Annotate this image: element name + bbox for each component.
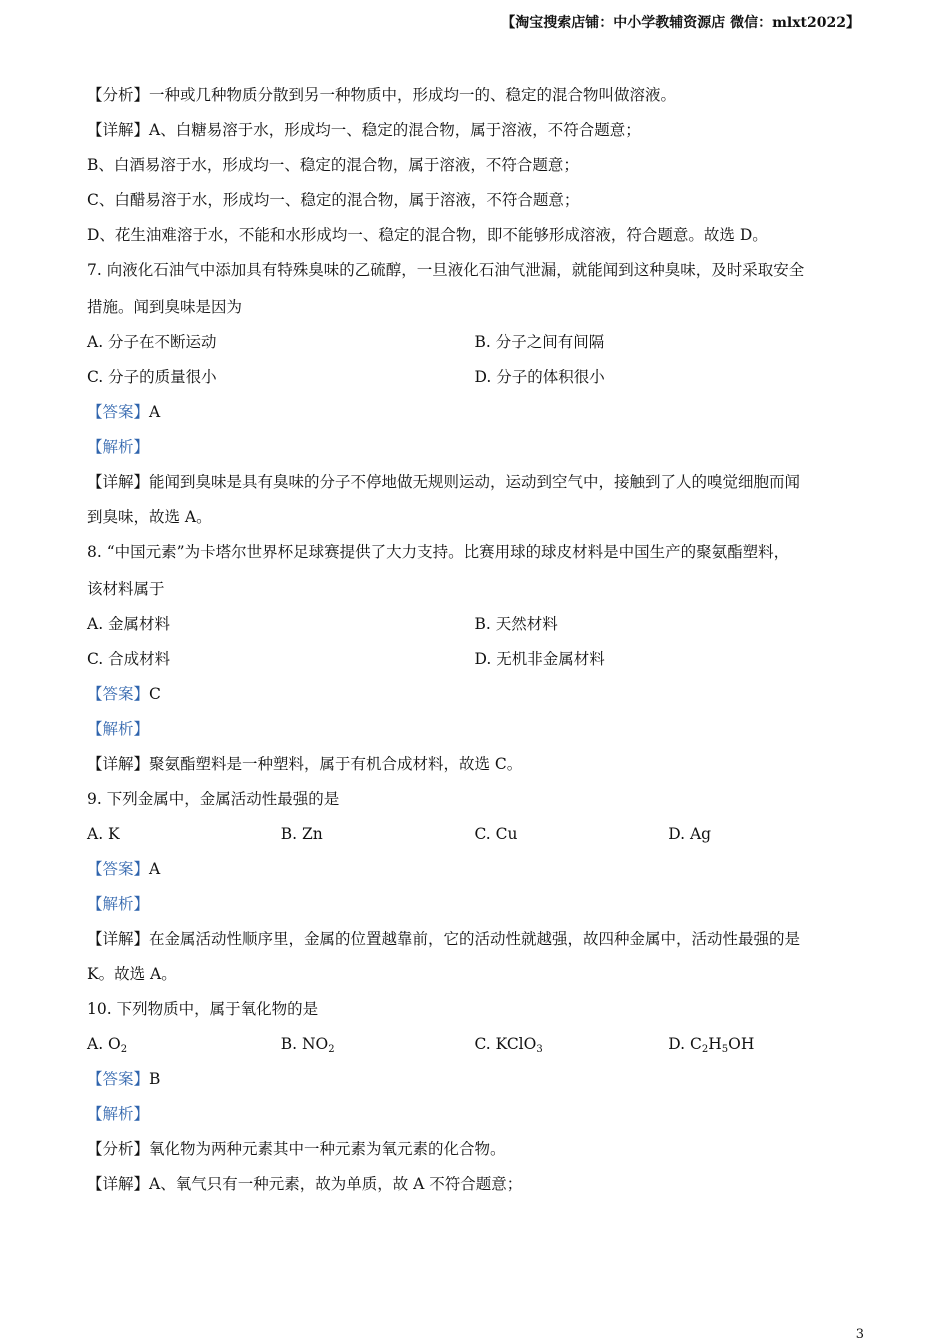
document-body <box>87 78 862 1202</box>
page-number: 3 <box>855 1327 864 1342</box>
question-9-options <box>87 817 862 852</box>
detail-line: C、白醋易溶于水，形成均一、稳定的混合物，属于溶液，不符合题意； <box>87 191 580 209</box>
detail-line: 【详解】能闻到臭味是具有臭味的分子不停地做无规则运动，运动到空气中，接触到了人的嗅觉细胞而闻 <box>87 473 801 491</box>
option-d <box>668 1027 862 1062</box>
answer-value: A <box>149 860 161 878</box>
subscript: 5 <box>721 1044 729 1055</box>
detail-line: K。故选 A。 <box>87 965 177 983</box>
option-a: A. K <box>87 825 120 843</box>
question-8-stem: 8. “中国元素”为卡塔尔世界杯足球赛提供了大力支持。比赛用球的球皮材料是中国生产的聚氨酯塑料， <box>87 543 790 561</box>
option-a: A. 金属材料 <box>87 615 171 633</box>
answer-line <box>87 677 862 712</box>
question-8-options-row1 <box>87 607 862 642</box>
answer-tag: 【答案】 <box>87 1070 150 1088</box>
question-7-options-row1 <box>87 325 862 360</box>
detail-line: 【详解】A、白糖易溶于水，形成均一、稳定的混合物，属于溶液，不符合题意； <box>87 121 641 139</box>
option-b: B. Zn <box>280 825 323 843</box>
option-c <box>475 1027 669 1062</box>
option-b: B. 天然材料 <box>474 615 558 633</box>
answer-line <box>87 1062 862 1097</box>
answer-tag: 【答案】 <box>87 860 150 878</box>
page-header: 【淘宝搜索店铺：中小学教辅资源店 微信：mlxt2022】 <box>501 15 860 31</box>
answer-value: B <box>149 1070 161 1088</box>
analysis-line: 【分析】一种或几种物质分散到另一种物质中，形成均一的、稳定的混合物叫做溶液。 <box>87 86 677 104</box>
analysis-tag: 【解析】 <box>87 1105 150 1123</box>
subscript: 2 <box>120 1044 128 1055</box>
analysis-tag: 【解析】 <box>87 438 150 456</box>
detail-line: 【详解】在金属活动性顺序里，金属的位置越靠前，它的活动性就越强，故四种金属中，活动性最强的是 <box>87 930 801 948</box>
option-c: C. 分子的质量很小 <box>87 368 217 386</box>
option-d: D. Ag <box>668 825 712 843</box>
answer-line <box>87 852 862 887</box>
option-a: A. 分子在不断运动 <box>87 333 217 351</box>
subscript: 3 <box>536 1044 543 1055</box>
analysis-tag: 【解析】 <box>87 895 150 913</box>
detail-line: 【详解】A、氧气只有一种元素，故为单质，故 A 不符合题意； <box>87 1175 523 1193</box>
question-9-stem: 9. 下列金属中，金属活动性最强的是 <box>87 790 340 808</box>
option-b-text: B. NO <box>280 1035 329 1053</box>
question-7-stem: 7. 向液化石油气中添加具有特殊臭味的乙硫醇，一旦液化石油气泄漏，就能闻到这种臭味，及时采取安全 <box>87 261 805 279</box>
question-8-options-row2 <box>87 642 862 677</box>
question-10-stem: 10. 下列物质中，属于氧化物的是 <box>87 1000 319 1018</box>
answer-tag: 【答案】 <box>87 685 150 703</box>
option-a-text: A. O <box>87 1035 121 1053</box>
question-8-stem-cont: 该材料属于 <box>87 580 165 598</box>
answer-tag: 【答案】 <box>87 403 150 421</box>
option-d-text: D. C <box>668 1035 702 1053</box>
subscript: 2 <box>328 1044 335 1055</box>
option-c: C. Cu <box>474 825 518 843</box>
option-d-text-end: OH <box>728 1035 755 1053</box>
option-b <box>281 1027 475 1062</box>
question-10-options <box>87 1027 862 1062</box>
option-d-text-mid: H <box>708 1035 722 1053</box>
detail-line: B、白酒易溶于水，形成均一、稳定的混合物，属于溶液，不符合题意； <box>87 156 579 174</box>
option-d: D. 无机非金属材料 <box>474 650 605 668</box>
question-7-stem-cont: 措施。闻到臭味是因为 <box>87 298 243 316</box>
answer-value: C <box>149 685 161 703</box>
answer-value: A <box>149 403 161 421</box>
detail-line: D、花生油难溶于水，不能和水形成均一、稳定的混合物，即不能够形成溶液，符合题意。故选 D。 <box>87 226 768 244</box>
option-c: C. 合成材料 <box>87 650 171 668</box>
option-b: B. 分子之间有间隔 <box>474 333 605 351</box>
analysis-line: 【分析】氧化物为两种元素其中一种元素为氧元素的化合物。 <box>87 1140 506 1158</box>
option-d: D. 分子的体积很小 <box>474 368 605 386</box>
option-c-text: C. KClO <box>474 1035 537 1053</box>
detail-line: 【详解】聚氨酯塑料是一种塑料，属于有机合成材料，故选 C。 <box>87 755 523 773</box>
subscript: 2 <box>701 1044 709 1055</box>
answer-line <box>87 395 862 430</box>
detail-line: 到臭味，故选 A。 <box>87 508 212 526</box>
analysis-tag: 【解析】 <box>87 720 150 738</box>
option-a <box>87 1027 281 1062</box>
question-7-options-row2 <box>87 360 862 395</box>
